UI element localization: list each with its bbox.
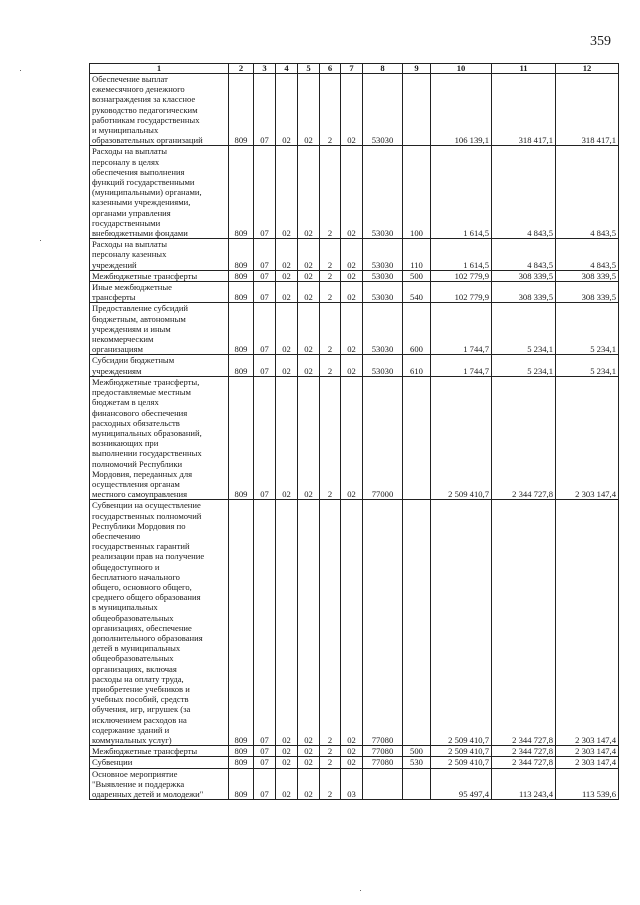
cell-c7: 02: [341, 282, 363, 303]
header-cell: 8: [363, 64, 403, 74]
cell-c9: 610: [403, 355, 431, 376]
row-name-cell: [90, 74, 229, 146]
budget-table: [89, 63, 619, 800]
cell-c5: 02: [298, 746, 320, 757]
row-name-text: Субвенции на осуществление государственных полномочий Республики Мордовия по обеспечению государственных гарантий реализации прав на получение общедоступного и бесплатного начального общего, основного общего, среднего общего образования в муниципальных общеобразовательных организациях, обеспечение дополнительного образования детей в муниципальных общеобразовательных организациях, включая расходы на оплату труда, приобретение учебников и учебных пособий, средств обучения, игр, игрушек (за исключением расходов на содержание зданий и коммунальных услуг): [92, 500, 205, 745]
cell-c9: [403, 376, 431, 499]
cell-c8: 53030: [363, 239, 403, 271]
cell-c3: 07: [254, 500, 276, 746]
cell-c10: 1 744,7: [431, 303, 492, 355]
cell-c6: 2: [320, 500, 341, 746]
cell-c5: 02: [298, 355, 320, 376]
cell-c10: 95 497,4: [431, 768, 492, 800]
header-cell: 4: [276, 64, 298, 74]
cell-c9: 600: [403, 303, 431, 355]
table-row: [90, 239, 619, 271]
header-cell: 11: [492, 64, 556, 74]
row-name-text: Расходы на выплаты персоналу в целях обеспечения выполнения функций государственными (муниципальными) органами, казенными учреждениями, органами управления государственными внебюджетными фондами: [92, 146, 202, 239]
table-row: [90, 303, 619, 355]
cell-c10: 1 744,7: [431, 355, 492, 376]
cell-c10: 2 509 410,7: [431, 500, 492, 746]
row-name-cell: [90, 303, 229, 355]
cell-c7: 03: [341, 768, 363, 800]
cell-c6: 2: [320, 282, 341, 303]
header-cell: 1: [90, 64, 229, 74]
row-name-cell: [90, 239, 229, 271]
row-name-text: Основное мероприятие "Выявление и поддержка одаренных детей и молодежи": [92, 768, 204, 800]
cell-c11: 2 344 727,8: [492, 757, 556, 768]
row-name-text: Субсидии бюджетным учреждениям: [92, 355, 175, 376]
cell-c11: 2 344 727,8: [492, 500, 556, 746]
cell-c12: 2 303 147,4: [556, 746, 619, 757]
cell-c8: 77080: [363, 757, 403, 768]
cell-c2: 809: [229, 746, 254, 757]
table-row: [90, 376, 619, 499]
cell-c3: 07: [254, 355, 276, 376]
cell-c11: 113 243,4: [492, 768, 556, 800]
table-row: [90, 500, 619, 746]
cell-c2: 809: [229, 282, 254, 303]
page-number: 359: [590, 34, 611, 49]
cell-c3: 07: [254, 239, 276, 271]
cell-c7: 02: [341, 746, 363, 757]
cell-c12: 2 303 147,4: [556, 757, 619, 768]
header-cell: 6: [320, 64, 341, 74]
cell-c8: 53030: [363, 146, 403, 239]
cell-c5: 02: [298, 376, 320, 499]
cell-c8: [363, 768, 403, 800]
cell-c4: 02: [276, 757, 298, 768]
cell-c9: 100: [403, 146, 431, 239]
cell-c12: 113 539,6: [556, 768, 619, 800]
cell-c7: 02: [341, 303, 363, 355]
cell-c5: 02: [298, 500, 320, 746]
header-cell: 10: [431, 64, 492, 74]
row-name-cell: [90, 146, 229, 239]
table-row: [90, 757, 619, 768]
cell-c3: 07: [254, 376, 276, 499]
cell-c9: 540: [403, 282, 431, 303]
table-row: [90, 282, 619, 303]
cell-c8: 53030: [363, 355, 403, 376]
table-row: [90, 270, 619, 281]
cell-c10: 106 139,1: [431, 74, 492, 146]
cell-c11: 5 234,1: [492, 303, 556, 355]
cell-c8: 53030: [363, 303, 403, 355]
row-name-cell: [90, 355, 229, 376]
cell-c5: 02: [298, 282, 320, 303]
cell-c2: 809: [229, 500, 254, 746]
table-row: [90, 74, 619, 146]
row-name-text: Расходы на выплаты персоналу казенных учреждений: [92, 239, 168, 270]
cell-c9: [403, 500, 431, 746]
row-name-text: Иные межбюджетные трансферты: [92, 282, 172, 303]
cell-c10: 2 509 410,7: [431, 757, 492, 768]
table-row: [90, 355, 619, 376]
cell-c4: 02: [276, 282, 298, 303]
cell-c2: 809: [229, 270, 254, 281]
row-name-text: Субвенции: [92, 757, 133, 768]
cell-c3: 07: [254, 757, 276, 768]
scan-speck: [360, 890, 361, 891]
cell-c6: 2: [320, 270, 341, 281]
cell-c5: 02: [298, 239, 320, 271]
cell-c8: 77080: [363, 746, 403, 757]
cell-c2: 809: [229, 768, 254, 800]
cell-c6: 2: [320, 146, 341, 239]
cell-c4: 02: [276, 376, 298, 499]
cell-c9: 530: [403, 757, 431, 768]
cell-c11: 5 234,1: [492, 355, 556, 376]
cell-c11: 4 843,5: [492, 239, 556, 271]
cell-c10: 2 509 410,7: [431, 746, 492, 757]
cell-c3: 07: [254, 282, 276, 303]
cell-c8: 53030: [363, 282, 403, 303]
cell-c5: 02: [298, 768, 320, 800]
cell-c12: 5 234,1: [556, 355, 619, 376]
cell-c5: 02: [298, 757, 320, 768]
cell-c7: 02: [341, 500, 363, 746]
cell-c10: 1 614,5: [431, 146, 492, 239]
cell-c11: 2 344 727,8: [492, 746, 556, 757]
row-name-cell: [90, 282, 229, 303]
cell-c8: 53030: [363, 270, 403, 281]
cell-c6: 2: [320, 768, 341, 800]
cell-c7: 02: [341, 146, 363, 239]
cell-c11: 2 344 727,8: [492, 376, 556, 499]
cell-c4: 02: [276, 768, 298, 800]
cell-c4: 02: [276, 239, 298, 271]
cell-c9: [403, 768, 431, 800]
cell-c11: 308 339,5: [492, 270, 556, 281]
row-name-text: Обеспечение выплат ежемесячного денежного вознаграждения за классное руководство педагогическим работникам государственных и муниципальных образовательных организаций: [92, 74, 203, 146]
cell-c2: 809: [229, 74, 254, 146]
cell-c2: 809: [229, 239, 254, 271]
cell-c11: 318 417,1: [492, 74, 556, 146]
header-cell: 3: [254, 64, 276, 74]
cell-c12: 318 417,1: [556, 74, 619, 146]
cell-c6: 2: [320, 239, 341, 271]
cell-c6: 2: [320, 757, 341, 768]
cell-c4: 02: [276, 303, 298, 355]
cell-c9: 500: [403, 270, 431, 281]
cell-c2: 809: [229, 146, 254, 239]
cell-c10: 2 509 410,7: [431, 376, 492, 499]
cell-c2: 809: [229, 376, 254, 499]
table-row: [90, 146, 619, 239]
table-row: [90, 746, 619, 757]
cell-c10: 102 779,9: [431, 270, 492, 281]
cell-c11: 308 339,5: [492, 282, 556, 303]
cell-c12: 308 339,5: [556, 270, 619, 281]
cell-c9: [403, 74, 431, 146]
cell-c8: 77080: [363, 500, 403, 746]
cell-c4: 02: [276, 146, 298, 239]
header-row: [90, 64, 619, 74]
row-name-cell: [90, 746, 229, 757]
cell-c5: 02: [298, 74, 320, 146]
row-name-cell: [90, 757, 229, 768]
cell-c7: 02: [341, 239, 363, 271]
cell-c3: 07: [254, 746, 276, 757]
cell-c12: 2 303 147,4: [556, 500, 619, 746]
cell-c3: 07: [254, 146, 276, 239]
header-cell: 12: [556, 64, 619, 74]
cell-c2: 809: [229, 303, 254, 355]
row-name-text: Межбюджетные трансферты, предоставляемые местным бюджетам в целях финансового обеспечения расходных обязательств муниципальных образований, возникающих при выполнении государственных полномочий Республики Мордовия, переданных для осуществления органам местного самоуправления: [92, 376, 202, 500]
cell-c4: 02: [276, 500, 298, 746]
cell-c7: 02: [341, 74, 363, 146]
row-name-cell: [90, 768, 229, 800]
cell-c12: 2 303 147,4: [556, 376, 619, 499]
cell-c6: 2: [320, 746, 341, 757]
cell-c12: 4 843,5: [556, 239, 619, 271]
cell-c4: 02: [276, 74, 298, 146]
cell-c3: 07: [254, 270, 276, 281]
cell-c4: 02: [276, 270, 298, 281]
cell-c3: 07: [254, 303, 276, 355]
cell-c9: 500: [403, 746, 431, 757]
cell-c6: 2: [320, 376, 341, 499]
cell-c3: 07: [254, 74, 276, 146]
cell-c12: 5 234,1: [556, 303, 619, 355]
cell-c5: 02: [298, 270, 320, 281]
cell-c9: 110: [403, 239, 431, 271]
header-cell: 5: [298, 64, 320, 74]
cell-c12: 308 339,5: [556, 282, 619, 303]
cell-c2: 809: [229, 355, 254, 376]
cell-c8: 77000: [363, 376, 403, 499]
cell-c5: 02: [298, 146, 320, 239]
cell-c12: 4 843,5: [556, 146, 619, 239]
cell-c7: 02: [341, 757, 363, 768]
header-cell: 7: [341, 64, 363, 74]
cell-c5: 02: [298, 303, 320, 355]
cell-c3: 07: [254, 768, 276, 800]
row-name-cell: [90, 500, 229, 746]
cell-c11: 4 843,5: [492, 146, 556, 239]
table-row: [90, 768, 619, 800]
cell-c7: 02: [341, 376, 363, 499]
cell-c7: 02: [341, 355, 363, 376]
row-name-text: Межбюджетные трансферты: [92, 270, 198, 281]
cell-c6: 2: [320, 303, 341, 355]
cell-c2: 809: [229, 757, 254, 768]
scan-speck: [40, 240, 41, 241]
cell-c7: 02: [341, 270, 363, 281]
row-name-text: Предоставление субсидий бюджетным, автономным учреждениям и иным некоммерческим организациям: [92, 303, 189, 355]
row-name-cell: [90, 376, 229, 499]
row-name-text: Межбюджетные трансферты: [92, 746, 198, 757]
cell-c6: 2: [320, 74, 341, 146]
cell-c10: 102 779,9: [431, 282, 492, 303]
header-cell: 2: [229, 64, 254, 74]
scan-speck: [20, 70, 21, 71]
cell-c10: 1 614,5: [431, 239, 492, 271]
header-cell: 9: [403, 64, 431, 74]
row-name-cell: [90, 270, 229, 281]
cell-c6: 2: [320, 355, 341, 376]
cell-c4: 02: [276, 355, 298, 376]
cell-c4: 02: [276, 746, 298, 757]
cell-c8: 53030: [363, 74, 403, 146]
